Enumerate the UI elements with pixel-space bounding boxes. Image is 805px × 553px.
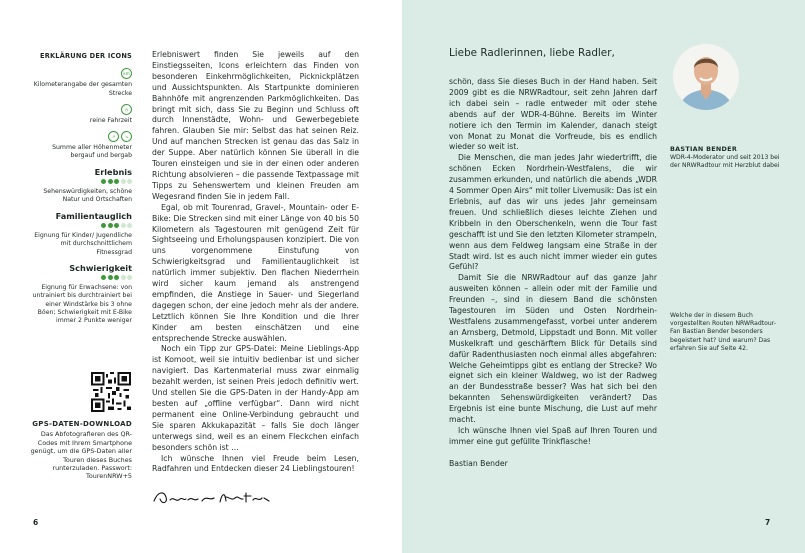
clock-icon: ◷ (121, 104, 132, 115)
rating-title: Erlebnis (94, 166, 132, 177)
author-description: WDR-4-Moderator und seit 2013 bei der NRWRadtour mit Herzblut dabei (670, 154, 780, 170)
legend-item-time (30, 104, 132, 125)
author-name: BASTIAN BENDER (670, 145, 738, 153)
paragraph: Die Menschen, die man jedes Jahr wiedertrifft, die schönen Ecken Nordrhein-Westfalens, die wir zusammen erkunden, und natürlich die abends „WDR 4 Sommer Open Airs“ mit toller Livemusik: Das ist ein Erlebnis, auf das wir uns jedes Jahr gemeinsam freuen. Und schließlich dieses leichte Ziehen und Kribbeln in den Oberschenkeln, wenn die Tour fast geschafft ist und Sie den letzten Kilometer strampeln, wenn aus dem Feldweg langsam eine Straße in der Stadt wird. Ist es auch nicht immer wieder ein gutes Gefühl? (449, 153, 657, 272)
rating-title: Familientauglich (55, 210, 132, 221)
author-portrait (673, 44, 739, 110)
page-number: 6 (33, 518, 39, 527)
signature (152, 487, 272, 509)
left-page (0, 0, 402, 553)
gps-text: Das Abfotografieren des QR-Codes mit Ihrem Smartphone genügt, um die GPS-Daten aller Touren dieses Buches runterzuladen. Passwort: TourenNRW+5 (30, 430, 132, 481)
closing-name: Bastian Bender (449, 458, 508, 468)
rating-erlebnis (30, 167, 132, 205)
author-bio (670, 145, 780, 171)
paragraph: schön, dass Sie dieses Buch in der Hand haben. Seit 2009 gibt es die NRWRadtour, seit zehn Jahren darf ich dabei sein – radle entweder mit oder stehe abends auf der WDR-4-Bühne. Bereits im Winter notiere ich den Termin im Kalender, danach steigt von Monat zu Monat die Vorfreude, bis es endlich wieder so weit ist. (449, 77, 657, 152)
rating-dots (100, 223, 133, 231)
paragraph: Damit Sie die NRWRadtour auf das ganze Jahr ausweiten können – allein oder mit der Familie und Freunden –, sind in diesem Band die schönsten Tagestouren im Süden und Osten Nordrhein-Westfalens zusammengefasst, vorbei unter anderem an Arnsberg, Detmold, Lippstadt und Bonn. Mit voller Muskelkraft und geschärftem Blick für Details sind dafür Radenthusiasten noch einmal alles abgefahren: Welche Geheimtipps gibt es entlang der Strecke? Wo eignet sich ein kleiner Waldweg, wo ist der Radweg an der Bundesstraße besser? Was hat sich bei den bekannten Sehenswürdigkeiten verändert? Das Ergebnis ist eine bunte Mischung, die Lust auf mehr macht. (449, 273, 657, 425)
left-body-text (152, 50, 359, 475)
right-page (402, 0, 805, 553)
gps-download (24, 420, 132, 481)
paragraph: Ich wünsche Ihnen viel Spaß auf Ihren Touren und immer eine gut gefüllte Trinkflasche! (449, 426, 657, 446)
legend-text-km: Kilometerangabe der gesamten Strecke (33, 81, 132, 97)
up-arrow-icon: ↗ (108, 131, 119, 142)
rating-dots (100, 275, 133, 283)
rating-familientauglich (30, 211, 132, 257)
paragraph: Egal, ob mit Tourenrad, Gravel-, Mountain- oder E-Bike: Die Strecken sind mit einer Länge von 40 bis 50 Kilometern als Tagestouren mit genügend Zeit für Sightseeing und Erholungspausen konzipiert. Die von uns vorgenommene Einstufung von Schwierigkeitsgrad und Familientauglichkeit ist natürlich immer subjektiv. Den flachen Niederrhein wird sicher kaum jemand als anstrengend empfinden, die Anstiege in Sauer- und Siegerland dagegen schon, der eine jedoch mehr als der andere. Letztlich können Sie Ihre Kondition und die Ihrer Kinder am besten einschätzen und eine entsprechende Strecke auswählen. (152, 202, 359, 343)
rating-text: Eignung für Erwachsene: von untrainiert bis durchtrainiert bei einer Windstärke bis 3 ohne Böen; Schwierigkeit mit E-Bike immer 2 Punkte weniger (32, 284, 132, 325)
page-number: 7 (765, 518, 771, 527)
rating-schwierigkeit (30, 263, 132, 326)
qr-code[interactable] (91, 372, 131, 412)
legend-item-km (30, 68, 132, 98)
legend-text-time: reine Fahrzeit (89, 116, 132, 124)
icon-legend (30, 52, 132, 332)
legend-text-elevation: Summe aller Höhenmeter bergauf und bergab (52, 144, 132, 160)
gps-heading: GPS-DATEN-DOWNLOAD (32, 420, 132, 428)
right-body-text (449, 77, 657, 470)
rating-text: Sehenswürdigkeiten, schöne Natur und Ortschaften (43, 188, 132, 204)
paragraph: Erlebniswert finden Sie jeweils auf den Einstiegsseiten, Icons erleichtern das Finden von besonderen Einkehrmöglichkeiten, Picknickplätzen und Aussichtspunkten. Als Startpunkte dominieren Bahnhöfe mit angrenzenden Parkmöglichkeiten. Das bringt mit sich, dass Sie zu Beginn und Schluss oft durch Innenstädte, Wohn- und Gewerbegebiete fahren. Glauben Sie mir: Selbst das hat seinen Reiz. Und auf manchen Strecken ist genau das das Salz in der Suppe. Aber natürlich können Sie überall in die Touren einsteigen und sie in der einen oder anderen Richtung absolvieren – die passende Textpassage mit Tipps zu Sehenswertem und kleinen Freuden am Wegesrand finden Sie in jedem Fall. (152, 50, 359, 201)
rating-text: Eignung für Kinder/ Jugendliche mit durchschnittlichem Fitnessgrad (34, 231, 132, 256)
paragraph: Noch ein Tipp zur GPS-Datei: Meine Lieblings-App ist Komoot, weil sie intuitiv bedienbar ist und sicher navigiert. Das Kartenmaterial muss zwar einmalig bezahlt werden, ist seinen Preis jedoch definitiv wert. Und stellen Sie die GPS-Daten in der Handy-App am besten auf „offline verfügbar“. Dann wird nicht permanent eine Online-Verbindung gebraucht und Sie sparen Akkukapazität – falls Sie doch länger unterwegs sind, weil es an einem Fleckchen einfach besonders schön ist … (152, 344, 359, 452)
paragraph: Ich wünsche Ihnen viel Freude beim Lesen, Radfahren und Entdecken dieser 24 Lieblingstouren! (152, 453, 359, 474)
side-note: Welche der in diesem Buch vorgestellten Routen NRWRadtour-Fan Bastian Bender besonders begeistert hat? Und warum? Das erfahren Sie auf Seite 42. (670, 312, 777, 352)
rating-title: Schwierigkeit (69, 262, 132, 273)
km-icon: km (121, 68, 132, 79)
rating-dots (100, 179, 133, 187)
greeting: Liebe Radlerinnen, liebe Radler, (449, 47, 615, 59)
legend-item-elevation (30, 131, 132, 161)
legend-heading: ERKLÄRUNG DER ICONS (40, 52, 132, 60)
down-arrow-icon: ↘ (121, 131, 132, 142)
